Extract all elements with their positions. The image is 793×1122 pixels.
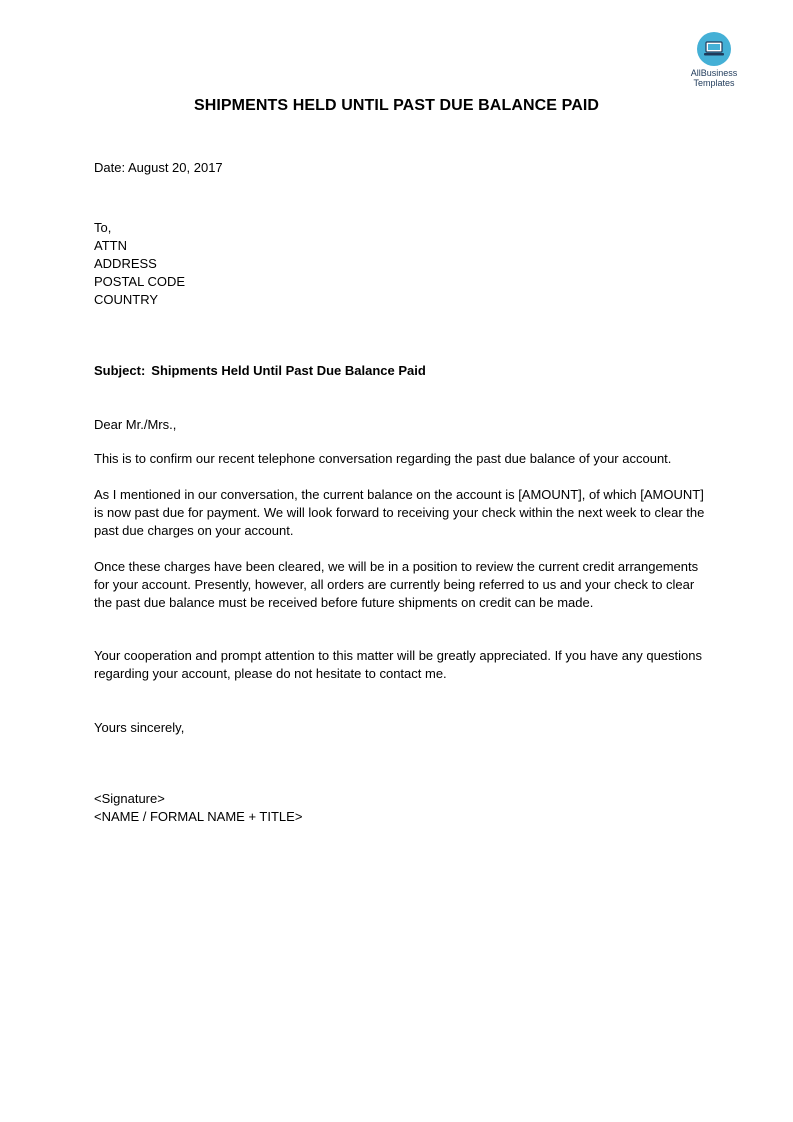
address-to: To, xyxy=(94,220,112,235)
logo-text-line2: Templates xyxy=(693,78,735,88)
body-paragraph-2: As I mentioned in our conversation, the current balance on the account is [AMOUNT], of which [AMOUNT] is now past due for payment. We will look forward to receiving your check within the next week to clear the past due charges on your account. xyxy=(94,487,705,538)
logo-text-line1: AllBusiness xyxy=(690,68,738,78)
address-line: ADDRESS xyxy=(94,256,157,271)
name-title-placeholder: <NAME / FORMAL NAME + TITLE> xyxy=(94,809,303,824)
laptop-icon xyxy=(697,32,731,66)
address-attn: ATTN xyxy=(94,238,127,253)
subject-text: Shipments Held Until Past Due Balance Paid xyxy=(151,363,426,378)
signature-placeholder: <Signature> xyxy=(94,791,165,806)
body-paragraph-4: Your cooperation and prompt attention to this matter will be greatly appreciated. If you have any questions regarding your account, please do not hesitate to contact me. xyxy=(94,648,702,681)
body-paragraph-3: Once these charges have been cleared, we will be in a position to review the current credit arrangements for your account. Presently, however, all orders are currently being referred to us and your check to clear the past due balance must be received before future shipments on credit can be made. xyxy=(94,559,699,610)
salutation: Dear Mr./Mrs., xyxy=(94,417,177,432)
subject-label: Subject: xyxy=(94,363,146,378)
closing: Yours sincerely, xyxy=(94,720,185,735)
allbusiness-templates-logo xyxy=(684,32,744,88)
letter-date: Date: August 20, 2017 xyxy=(94,160,223,175)
address-postal-code: POSTAL CODE xyxy=(94,274,186,289)
body-paragraph-1: This is to confirm our recent telephone conversation regarding the past due balance of your account. xyxy=(94,451,672,466)
subject-line xyxy=(94,362,426,380)
address-country: COUNTRY xyxy=(94,292,159,307)
document-title: SHIPMENTS HELD UNTIL PAST DUE BALANCE PAID xyxy=(193,97,600,114)
